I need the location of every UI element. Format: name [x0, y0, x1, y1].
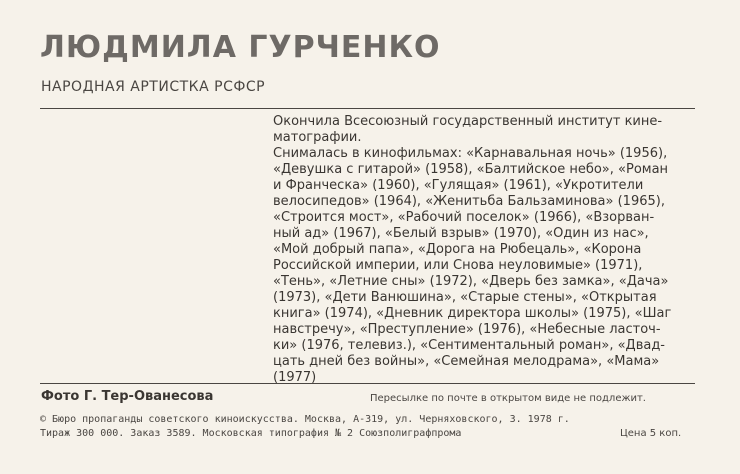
photo-credit: Фото Г. Тер-Ованесова: [41, 389, 214, 404]
bio-line: навстречу», «Преступление» (1976), «Небесные ласточ-: [273, 322, 661, 337]
bio-line: Окончила Всесоюзный государственный институт кине-: [273, 114, 663, 129]
bio-line: ки» (1976, телевиз.), «Сентиментальный роман», «Двад-: [273, 338, 665, 353]
actress-name: ЛЮДМИЛА ГУРЧЕНКО: [40, 30, 441, 65]
bio-line: «Строится мост», «Рабочий поселок» (1966), «Взорван-: [273, 210, 655, 225]
publisher-imprint: © Бюро пропаганды советского киноискусства. Москва, А-319, ул. Черняховского, 3. 1978 г.: [40, 414, 570, 425]
bio-line: Снималась в кинофильмах: «Карнавальная ночь» (1956),: [273, 146, 668, 161]
price-label: Цена 5 коп.: [620, 428, 682, 439]
bio-line: «Тень», «Летние сны» (1972), «Дверь без замка», «Дача»: [273, 274, 669, 289]
top-divider: [40, 108, 695, 109]
biography-text: [273, 114, 697, 386]
bio-line: (1973), «Дети Ванюшина», «Старые стены», «Открытая: [273, 290, 657, 305]
bio-line: «Мой добрый папа», «Дорога на Рюбецаль», «Корона: [273, 242, 642, 257]
print-run-info: Тираж 300 000. Заказ 3589. Московская типография № 2 Союзполиграфпрома: [40, 428, 462, 439]
bio-line: ный ад» (1967), «Белый взрыв» (1970), «Один из нас»,: [273, 226, 649, 241]
bio-line: матографии.: [273, 130, 362, 145]
bottom-divider: [40, 383, 695, 384]
bio-line: (1977): [273, 370, 317, 385]
bio-line: велосипедов» (1964), «Женитьба Бальзаминова» (1965),: [273, 194, 665, 209]
bio-line: книга» (1974), «Дневник директора школы» (1975), «Шаг: [273, 306, 672, 321]
bio-line: цать дней без войны», «Семейная мелодрама», «Мама»: [273, 354, 660, 369]
bio-line: Российской империи, или Снова неуловимые» (1971),: [273, 258, 643, 273]
actress-title: НАРОДНАЯ АРТИСТКА РСФСР: [41, 79, 266, 95]
bio-line: и Франческа» (1960), «Гулящая» (1961), «Укротители: [273, 178, 644, 193]
bio-line: «Девушка с гитарой» (1958), «Балтийское небо», «Роман: [273, 162, 669, 177]
mail-notice: Пересылке по почте в открытом виде не подлежит.: [370, 393, 646, 404]
